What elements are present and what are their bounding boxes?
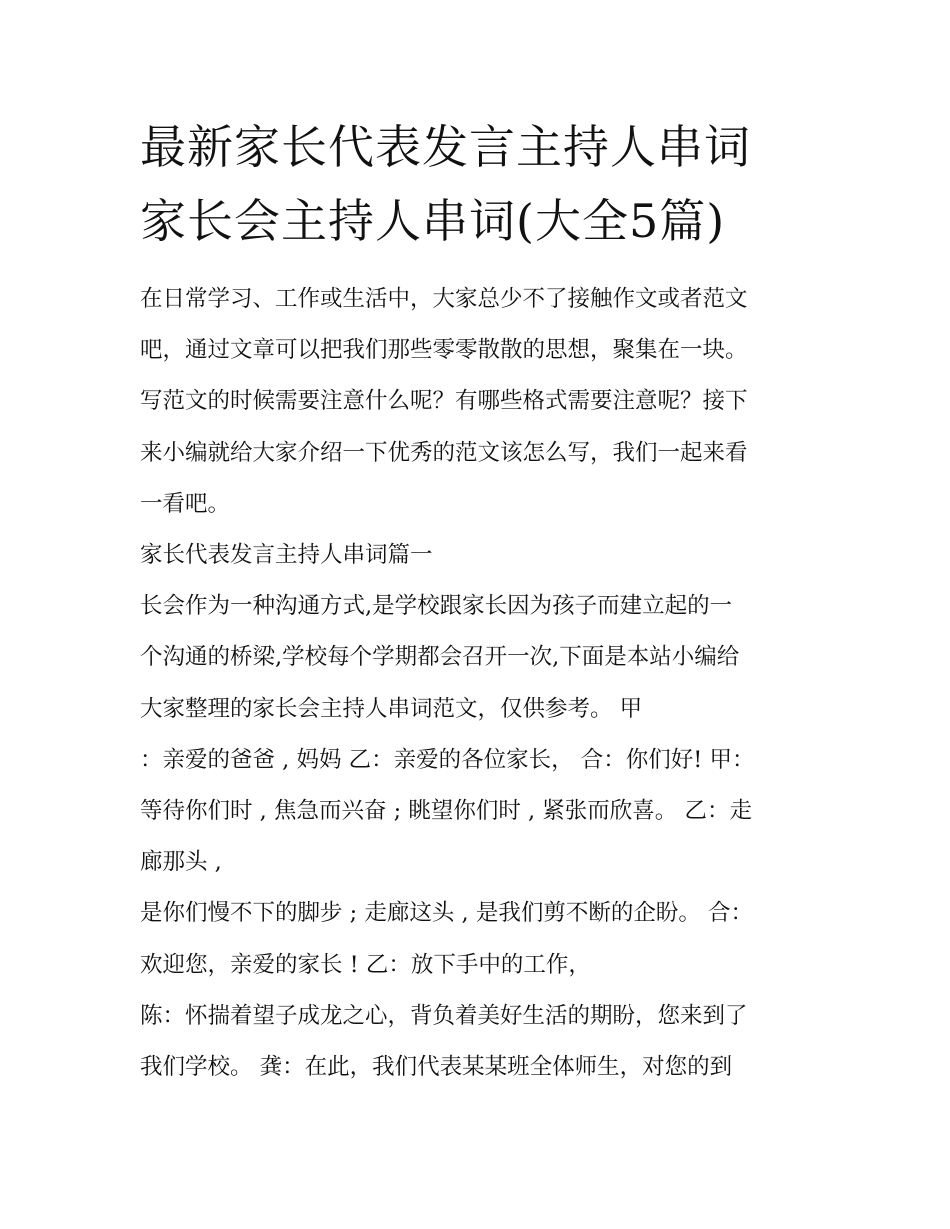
body-line: 长会作为一种沟通方式,是学校跟家长因为孩子而建立起的一	[140, 593, 733, 620]
body-line: 廊那头 ,	[140, 849, 222, 876]
title-line-1: 最新家长代表发言主持人串词	[140, 120, 751, 174]
body-line: 我们学校。 龚：在此，我们代表某某班全体师生，对您的到	[140, 1054, 733, 1081]
body-line: 陈：怀揣着望子成龙之心，背负着美好生活的期盼，您来到了	[140, 1002, 748, 1029]
body-line: 等待你们时 , 焦急而兴奋 ; 眺望你们时 , 紧张而欣喜。 乙：走	[140, 798, 752, 825]
section-heading: 家长代表发言主持人串词篇一	[140, 542, 433, 569]
document-body	[140, 274, 820, 1093]
body-line: 在日常学习、工作或生活中，大家总少不了接触作文或者范文	[140, 286, 748, 312]
title-line-2: 家长会主持人串词(大全5篇)	[140, 194, 726, 248]
body-line: 一看吧。	[140, 490, 231, 517]
body-line: 是你们慢不下的脚步 ; 走廊这头 , 是我们剪不断的企盼。 合：	[140, 900, 753, 927]
document-page	[140, 110, 820, 1093]
body-line: 欢迎您，亲爱的家长 ! 乙：放下手中的工作，	[140, 951, 591, 978]
body-line: ：亲爱的爸爸 , 妈妈 乙：亲爱的各位家长， 合：你们好! 甲：	[140, 746, 755, 773]
body-line: 来小编就给大家介绍一下优秀的范文该怎么写，我们一起来看	[140, 439, 748, 466]
body-line: 写范文的时候需要注意什么呢？有哪些格式需要注意呢？接下	[140, 388, 748, 415]
document-title	[140, 110, 820, 258]
body-line: 大家整理的家长会主持人串词范文，仅供参考。 甲	[140, 695, 643, 722]
body-line: 吧，通过文章可以把我们那些零零散散的思想，聚集在一块。	[140, 337, 748, 364]
body-line: 个沟通的桥梁,学校每个学期都会召开一次,下面是本站小编给	[140, 644, 740, 671]
